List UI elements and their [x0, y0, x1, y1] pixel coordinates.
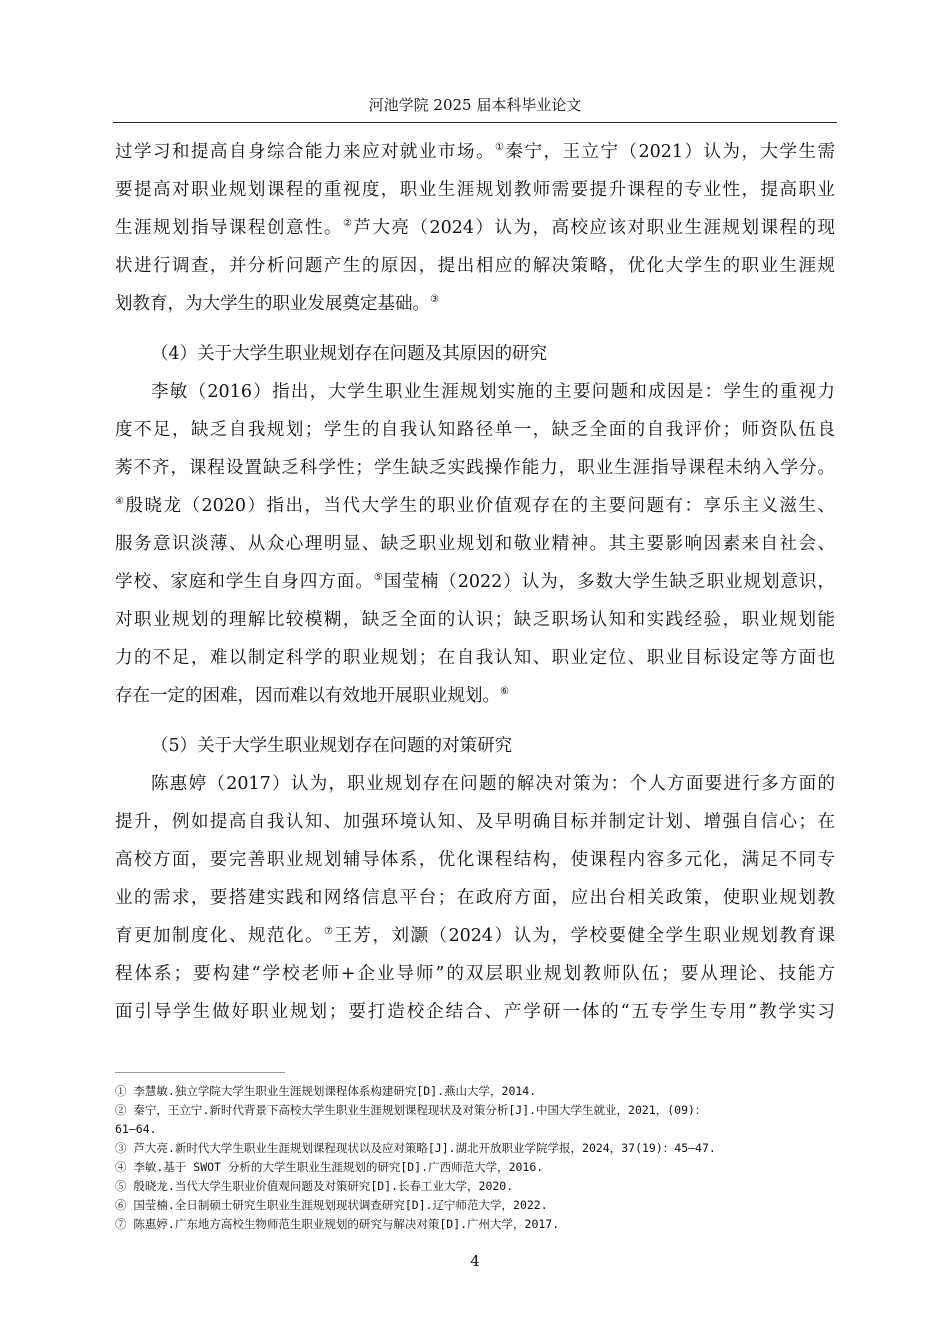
- text-segment: 程体系；要构建“学校老师+企业导师”的双层职业规划教师队伍；要从理论、技能方: [115, 964, 835, 984]
- body-text: [115, 136, 835, 1034]
- text-line: [115, 528, 835, 566]
- text-segment: 李敏（2016）指出，大学生职业生涯规划实施的主要问题和成因是：学生的重视力: [151, 382, 835, 402]
- text-segment: 过学习和提高自身综合能力来应对就业市场。: [115, 142, 495, 162]
- footnote: 61—64.: [115, 1122, 157, 1136]
- text-segment: 度不足，缺乏自我规划；学生的自我认知路径单一，缺乏全面的自我评价；师资队伍良: [115, 420, 835, 440]
- footnote: ① 李慧敏.独立学院大学生职业生涯规划课程体系构建研究[D].燕山大学，2014.: [115, 1084, 537, 1098]
- footnote-ref[interactable]: ⑥: [500, 686, 509, 697]
- text-segment: 状进行调查，并分析问题产生的原因，提出相应的解决策略，优化大学生的职业生涯规: [115, 256, 835, 276]
- text-line: [115, 844, 835, 882]
- footnote: ⑥ 国莹楠.全日制硕士研究生职业生涯规划现状调查研究[D].辽宁师范大学，2022.: [115, 1198, 548, 1212]
- text-segment: 秦宁，王立宁（2021）认为，大学生需: [505, 142, 835, 162]
- header-rule: [113, 122, 837, 123]
- footnote-ref[interactable]: ①: [495, 142, 506, 153]
- footnote: ⑦ 陈惠婷.广东地方高校生物师范生职业规划的研究与解决对策[D].广州大学，2017.: [115, 1217, 560, 1231]
- text-segment: 提升，例如提高自我认知、加强环境认知、及早明确目标并制定计划、增强自信心；在: [115, 812, 835, 832]
- text-line: [115, 920, 835, 958]
- text-line: [115, 136, 835, 174]
- page-number: 4: [470, 1252, 480, 1270]
- section-heading: [115, 338, 835, 376]
- footnote: ④ 李敏.基于 SWOT 分析的大学生职业生涯规划的研究[D].广西师范大学，2016.: [115, 1160, 544, 1174]
- text-line: [115, 490, 835, 528]
- footnote-ref[interactable]: ③: [430, 294, 439, 305]
- text-segment: 莠不齐，课程设置缺乏科学性；学生缺乏实践操作能力，职业生涯指导课程未纳入学分。: [115, 458, 835, 478]
- footnote-separator: [115, 1072, 285, 1073]
- text-line: [115, 414, 835, 452]
- text-line: [115, 452, 835, 490]
- text-segment: （4）关于大学生职业规划存在问题及其原因的研究: [151, 344, 548, 364]
- text-line: [115, 566, 835, 604]
- text-segment: 划教育，为大学生的职业发展奠定基础。: [115, 294, 430, 314]
- text-segment: 服务意识淡薄、从众心理明显、缺乏职业规划和敬业精神。其主要影响因素来自社会、: [115, 534, 835, 554]
- text-segment: 对职业规划的理解比较模糊，缺乏全面的认识；缺乏职场认知和实践经验，职业规划能: [115, 610, 835, 630]
- footnote-ref[interactable]: ⑦: [324, 926, 335, 937]
- text-segment: 生涯规划指导课程创意性。: [115, 218, 343, 238]
- text-segment: 面引导学生做好职业规划；要打造校企结合、产学研一体的“五专学生专用”教学实习: [115, 1002, 835, 1022]
- footnote-ref[interactable]: ②: [343, 218, 354, 229]
- footnotes: [115, 1082, 855, 1234]
- text-segment: 陈惠婷（2017）认为，职业规划存在问题的解决对策为：个人方面要进行多方面的: [151, 774, 835, 794]
- text-line: [115, 806, 835, 844]
- footnote-ref[interactable]: ④: [115, 496, 126, 507]
- text-line: [115, 250, 835, 288]
- text-line: [115, 882, 835, 920]
- text-segment: 业的需求，要搭建实践和网络信息平台；在政府方面，应出台相关政策，使职业规划教: [115, 888, 835, 908]
- text-line: [115, 376, 835, 414]
- text-line: [115, 288, 835, 326]
- text-segment: 要提高对职业规划课程的重视度，职业生涯规划教师需要提升课程的专业性，提高职业: [115, 180, 835, 200]
- footnote: ③ 芦大亮.新时代大学生职业生涯规划课程现状以及应对策略[J].湖北开放职业学院学报，2024，37(19)：45—47.: [115, 1141, 716, 1155]
- text-segment: 存在一定的困难，因而难以有效地开展职业规划。: [115, 686, 500, 706]
- text-segment: 高校方面，要完善职业规划辅导体系，优化课程结构，使课程内容多元化，满足不同专: [115, 850, 835, 870]
- text-segment: 国莹楠（2022）认为，多数大学生缺乏职业规划意识，: [383, 572, 835, 592]
- text-segment: （5）关于大学生职业规划存在问题的对策研究: [151, 736, 513, 756]
- running-header: 河池学院 2025 届本科毕业论文: [368, 96, 582, 114]
- text-line: [115, 958, 835, 996]
- text-segment: 学校、家庭和学生自身四方面。: [115, 572, 374, 592]
- text-segment: 王芳，刘灏（2024）认为，学校要健全学生职业规划教育课: [334, 926, 835, 946]
- footnote: ⑤ 殷晓龙.当代大学生职业价值观问题及对策研究[D].长春工业大学，2020.: [115, 1179, 514, 1193]
- text-line: [115, 174, 835, 212]
- text-segment: 育更加制度化、规范化。: [115, 926, 324, 946]
- footnote: ② 秦宁，王立宁.新时代背景下高校大学生职业生涯规划课程现状及对策分析[J].中国大学生就业，2021，(09)：: [115, 1103, 707, 1117]
- text-segment: 芦大亮（2024）认为，高校应该对职业生涯规划课程的现: [353, 218, 835, 238]
- text-segment: 力的不足，难以制定科学的职业规划；在自我认知、职业定位、职业目标设定等方面也: [115, 648, 835, 668]
- footnote-ref[interactable]: ⑤: [373, 572, 384, 583]
- text-line: [115, 996, 835, 1034]
- text-line: [115, 642, 835, 680]
- text-line: [115, 680, 835, 718]
- section-heading: [115, 730, 835, 768]
- text-line: [115, 212, 835, 250]
- text-line: [115, 768, 835, 806]
- text-segment: 殷晓龙（2020）指出，当代大学生的职业价值观存在的主要问题有：享乐主义滋生、: [125, 496, 835, 516]
- text-line: [115, 604, 835, 642]
